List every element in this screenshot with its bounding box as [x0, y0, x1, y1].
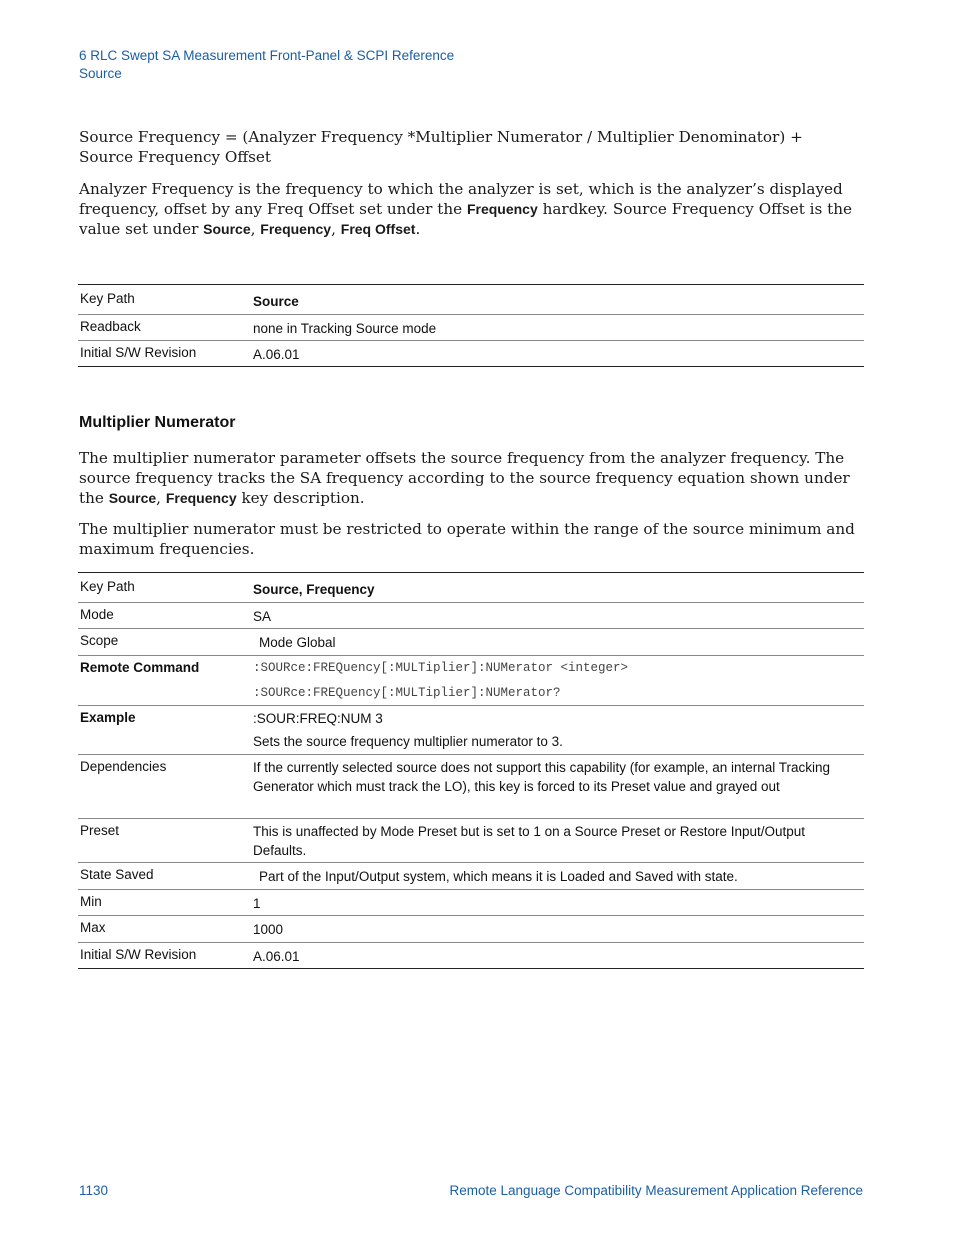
- table-row: [78, 315, 864, 341]
- max-label: Max: [80, 920, 106, 935]
- table-row: [78, 916, 864, 943]
- table-row: [78, 943, 864, 969]
- multiplier-restriction-paragraph: The multiplier numerator must be restricted to operate within the range of the source minimum and maximum frequencies.: [79, 520, 855, 558]
- mode-value: SA: [253, 609, 272, 624]
- section-title: Source: [79, 66, 122, 81]
- frequency-key-ref: Frequency: [165, 490, 237, 506]
- table-row: [78, 341, 864, 367]
- state-saved-label: State Saved: [80, 867, 154, 882]
- max-value: 1000: [253, 922, 284, 937]
- dependencies-value: If the currently selected source does not support this capability (for example, an internal Tracking Generator which must track the LO), this key is forced to its Preset value and grayed out: [253, 760, 831, 794]
- example-command: :SOUR:FREQ:NUM 3: [253, 711, 383, 726]
- table-row: [78, 285, 864, 315]
- min-label: Min: [80, 894, 102, 909]
- example-label: Example: [80, 710, 136, 725]
- scope-label: Scope: [80, 633, 119, 648]
- freq-offset-key-ref: Freq Offset: [340, 221, 416, 237]
- table-row: [78, 573, 864, 603]
- frequency-key-ref: Frequency: [466, 201, 538, 217]
- min-value: 1: [253, 896, 261, 911]
- multiplier-numerator-table: [78, 572, 864, 969]
- multiplier-description-paragraph: The multiplier numerator parameter offsets the source frequency from the analyzer frequency. The source frequency tracks the SA frequency according to the source frequency equation shown under the Source, Frequency key description.: [79, 449, 850, 507]
- table-row: [78, 656, 864, 706]
- running-header: [79, 47, 454, 83]
- analyzer-frequency-paragraph: Analyzer Frequency is the frequency to which the analyzer is set, which is the analyzer’s displayed frequency, offset by any Freq Offset set under the Frequency hardkey. Source Frequency Offset is the value set under Source, Frequency, Freq Offset.: [79, 180, 853, 238]
- scope-value: Mode Global: [259, 635, 336, 650]
- dependencies-label: Dependencies: [80, 759, 167, 774]
- remote-command-set: :SOURce:FREQuency[:MULTiplier]:NUMerator <integer>: [253, 661, 629, 675]
- source-key-table: [78, 284, 864, 367]
- table-row: [78, 819, 864, 863]
- revision-value: A.06.01: [253, 949, 300, 964]
- table-row: [78, 755, 864, 819]
- revision-value: A.06.01: [253, 347, 300, 362]
- example-description: Sets the source frequency multiplier numerator to 3.: [253, 734, 563, 749]
- readback-label: Readback: [80, 319, 141, 334]
- preset-label: Preset: [80, 823, 120, 838]
- keypath-value: Source, Frequency: [253, 582, 375, 597]
- chapter-title: 6 RLC Swept SA Measurement Front-Panel & SCPI Reference: [79, 48, 455, 63]
- table-row: [78, 706, 864, 755]
- preset-value: This is unaffected by Mode Preset but is set to 1 on a Source Preset or Restore Input/Output Defaults.: [253, 824, 806, 858]
- mode-label: Mode: [80, 607, 114, 622]
- footer-document-title: Remote Language Compatibility Measurement Application Reference: [449, 1183, 863, 1198]
- source-frequency-equation: Source Frequency = (Analyzer Frequency *Multiplier Numerator / Multiplier Denominator) + Source Frequency Offset: [79, 128, 803, 166]
- keypath-label: Key Path: [80, 579, 135, 594]
- keypath-label: Key Path: [80, 291, 135, 306]
- remote-command-label: Remote Command: [80, 660, 200, 675]
- readback-value: none in Tracking Source mode: [253, 321, 437, 336]
- source-key-ref: Source: [203, 221, 251, 237]
- table-row: [78, 629, 864, 656]
- revision-label: Initial S/W Revision: [80, 345, 197, 360]
- section-heading: Multiplier Numerator: [79, 414, 236, 431]
- state-saved-value: Part of the Input/Output system, which means it is Loaded and Saved with state.: [259, 869, 738, 884]
- remote-command-query: :SOURce:FREQuency[:MULTiplier]:NUMerator?: [253, 686, 561, 700]
- table-row: [78, 863, 864, 890]
- revision-label: Initial S/W Revision: [80, 947, 197, 962]
- frequency-key-ref-2: Frequency: [260, 221, 332, 237]
- table-row: [78, 890, 864, 916]
- source-key-ref: Source: [108, 490, 157, 506]
- keypath-value: Source: [253, 294, 299, 309]
- table-row: [78, 603, 864, 629]
- page-number: 1130: [79, 1183, 109, 1198]
